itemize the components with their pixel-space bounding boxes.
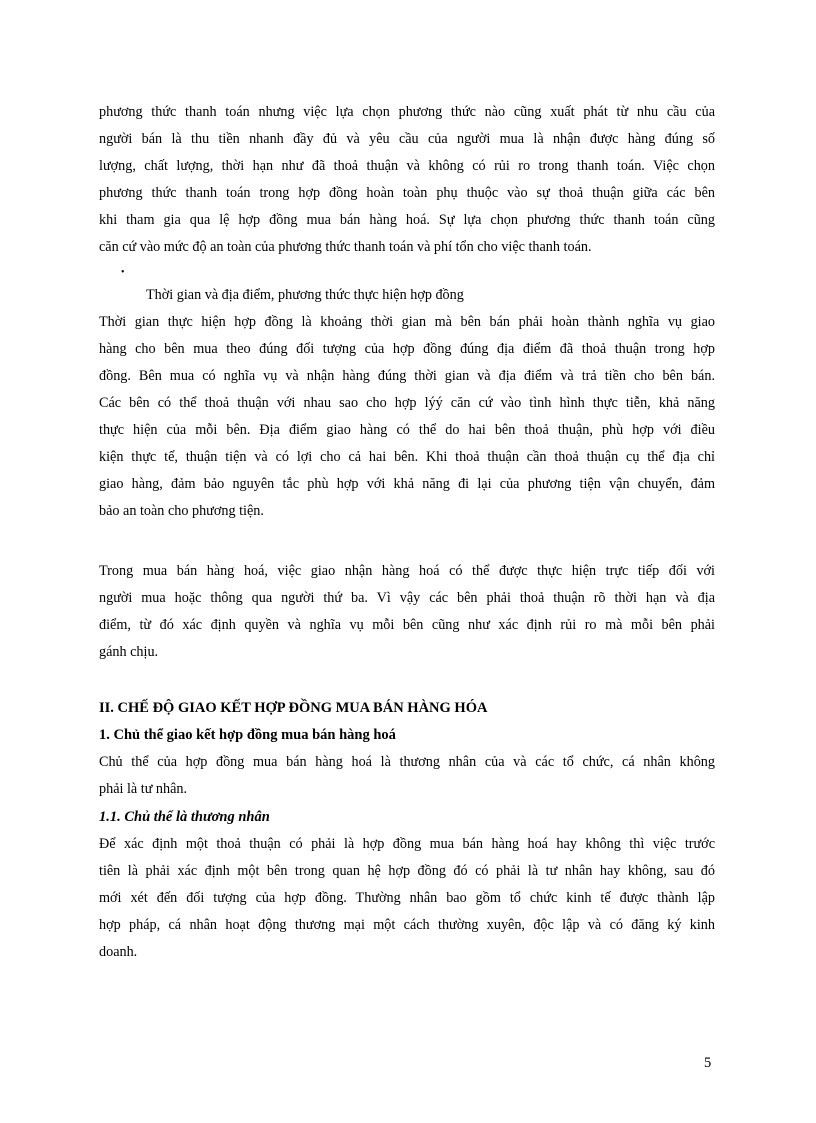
text-line: Trong mua bán hàng hoá, việc giao nhận hàng hoá có thể được thực hiện trực tiếp đối với (99, 563, 715, 579)
text-line: căn cứ vào mức độ an toàn của phương thức thanh toán và phí tổn cho việc thanh toán. (99, 239, 592, 255)
text-line: gánh chịu. (99, 644, 159, 660)
section-heading: II. CHẾ ĐỘ GIAO KẾT HỢP ĐỒNG MUA BÁN HÀNG HÓA (99, 700, 488, 716)
paragraph-payment-method (99, 99, 715, 261)
text-line: lượng, chất lượng, thời hạn như đã thoả thuận và không có rủi ro trong thanh toán. Việc chọn (99, 158, 715, 174)
subsection-heading-italic: 1.1. Chủ thể là thương nhân (99, 809, 270, 825)
bullet-icon: • (121, 267, 125, 278)
text-line: phương thức thanh toán trong hợp đồng hoàn toàn phụ thuộc vào sự thoả thuận giữa các bên (99, 185, 715, 201)
text-line: khi tham gia qua lệ hợp đồng mua bán hàng hoá. Sự lựa chọn phương thức thanh toán cũng (99, 212, 715, 228)
paragraph-delivery (99, 558, 715, 666)
text-line: Thời gian thực hiện hợp đồng là khoảng thời gian mà bên bán phải hoàn thành nghĩa vụ giao (99, 314, 715, 330)
text-line: bảo an toàn cho phương tiện. (99, 503, 264, 519)
text-line: Các bên có thể thoả thuận với nhau sao cho hợp lýý căn cứ vào tình hình thực tiễn, khả năng (99, 395, 715, 411)
text-line: kiện thực tế, thuận tiện và có lợi cho cả hai bên. Khi thoả thuận cần thoả thuận cụ thể địa chỉ (99, 449, 715, 465)
text-line: người bán là thu tiền nhanh đầy đủ và yêu cầu của người mua là nhận được hàng đúng số (99, 131, 715, 147)
text-line: phương thức thanh toán nhưng việc lựa chọn phương thức nào cũng xuất phát từ nhu cầu của (99, 104, 715, 120)
text-line: Chủ thể của hợp đồng mua bán hàng hoá là thương nhân của và các tổ chức, cá nhân không (99, 754, 715, 770)
text-line: điểm, từ đó xác định quyền và nghĩa vụ mỗi bên cũng như xác định rủi ro mà mỗi bên phải (99, 617, 715, 633)
text-line: giao hàng, đảm bảo nguyên tắc phù hợp với khả năng đi lại của phương tiện vận chuyển, đảm (99, 476, 715, 492)
text-line: người mua hoặc thông qua người thứ ba. Vì vậy các bên phải thoả thuận rõ thời hạn và địa (99, 590, 715, 606)
text-line: mới xét đến đối tượng của hợp đồng. Thường nhân bao gồm tổ chức kinh tế được thành lập (99, 890, 715, 906)
text-line: hợp pháp, cá nhân hoạt động thương mại một cách thường xuyên, độc lập và có đăng ký kinh (99, 917, 715, 933)
paragraph-merchant (99, 831, 715, 966)
text-line: doanh. (99, 944, 138, 960)
text-line: hàng cho bên mua theo đúng đối tượng của hợp đồng đúng địa điểm đã thoả thuận trong hợp (99, 341, 715, 357)
text-line: đồng. Bên mua có nghĩa vụ và nhận hàng đúng thời gian và địa điểm và trả tiền cho bên bán. (99, 368, 715, 384)
text-line: phải là tư nhân. (99, 781, 188, 797)
text-line: thực hiện của mỗi bên. Địa điểm giao hàng có thể do hai bên thoả thuận, phù hợp với điều (99, 422, 715, 438)
paragraph-time-place (99, 309, 715, 525)
text-line: Để xác định một thoả thuận có phải là hợp đồng mua bán hàng hoá hay không thì việc trước (99, 836, 715, 852)
subsection-heading: 1. Chủ thể giao kết hợp đồng mua bán hàng hoá (99, 727, 396, 743)
bullet-item-time-place: Thời gian và địa điểm, phương thức thực hiện hợp đồng (146, 287, 464, 303)
text-line: tiên là phải xác định một bên trong quan hệ hợp đồng đó có phải là tư nhân hay không, sau đó (99, 863, 715, 879)
paragraph-subjects (99, 749, 715, 803)
page-number: 5 (704, 1055, 712, 1071)
